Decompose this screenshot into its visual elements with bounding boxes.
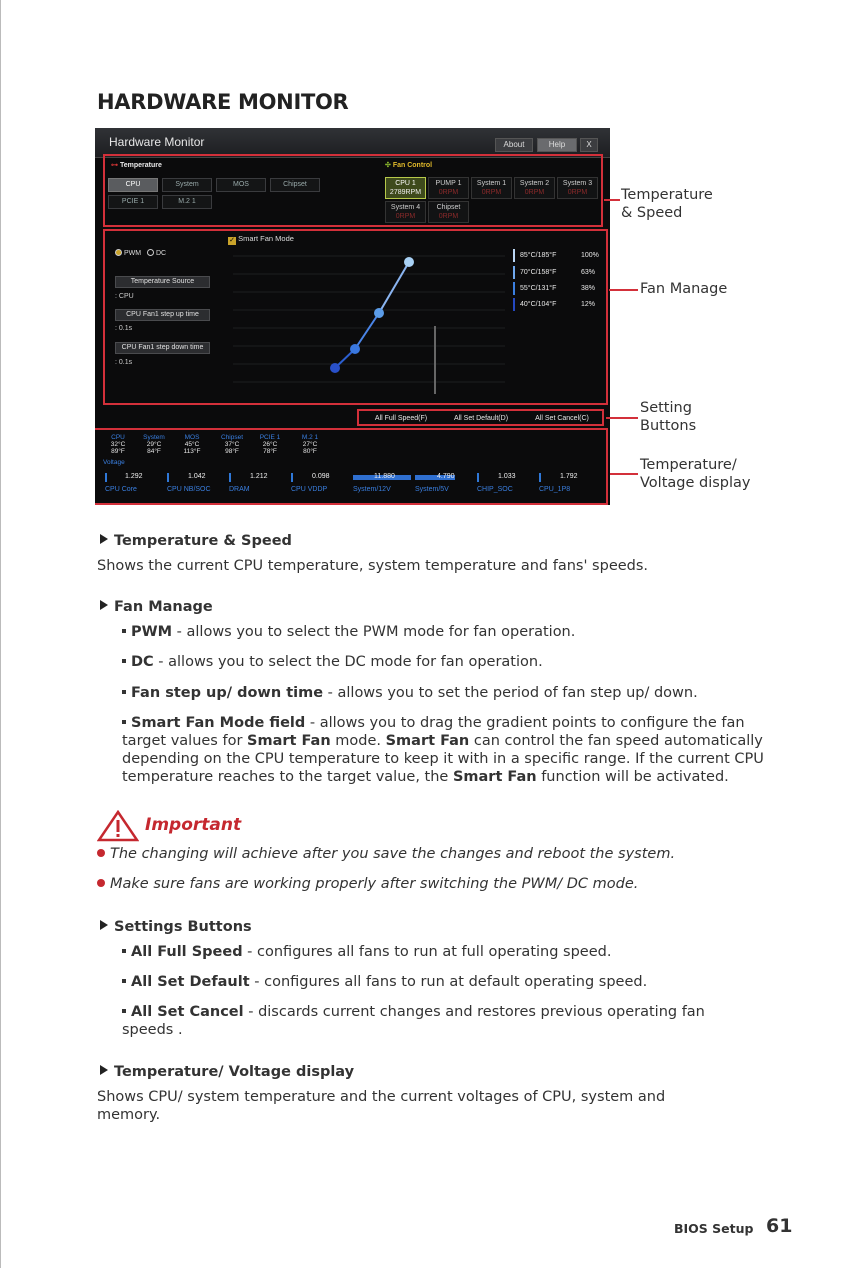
volt-name-system-5v: System/5V [415, 486, 449, 493]
volt-tick-3 [229, 473, 231, 482]
bullet-all-set-cancel: All Set Cancel - discards current changes and restores previous operating fan speeds . [122, 1004, 705, 1038]
volt-tick-2 [167, 473, 169, 482]
threshold-temp-1: 85°C/185°F [520, 252, 557, 259]
volt-tick-4 [291, 473, 293, 482]
threshold-bar-4 [513, 298, 515, 311]
fan-icon: ✣ [385, 162, 391, 169]
heading-temperature-speed: Temperature & Speed [100, 533, 292, 549]
fan-chipset[interactable]: Chipset 0RPM [428, 201, 469, 223]
step-up-button[interactable]: CPU Fan1 step up time [115, 309, 210, 321]
checkbox-checked-icon: ✓ [229, 237, 235, 244]
bullet-dc: DC - allows you to select the DC mode for fan operation. [122, 653, 762, 671]
fan-pump1[interactable]: PUMP 1 0RPM [428, 177, 469, 199]
fan-system3[interactable]: System 3 0RPM [557, 177, 598, 199]
bullet-all-full-speed: All Full Speed - configures all fans to run at full operating speed. [122, 943, 762, 961]
important-note-2: Make sure fans are working properly after switching the PWM/ DC mode. [97, 876, 638, 892]
volt-value-chip-soc: 1.033 [498, 473, 516, 480]
callout-line-temp-voltage [610, 473, 638, 475]
curve-segment-2 [355, 313, 379, 349]
step-up-value: : 0.1s [115, 325, 133, 332]
bios-screenshot [95, 128, 610, 505]
temperature-heading: ⊶ Temperature [111, 162, 162, 169]
footer-page-number: 61 [766, 1215, 793, 1237]
pwm-radio-dot [115, 249, 122, 256]
square-bullet-icon [122, 1009, 126, 1013]
step-down-value: : 0.1s [115, 359, 133, 366]
temp-tab-pcie1[interactable]: PCIE 1 [108, 195, 158, 209]
volt-value-cpu-vddp: 0.098 [312, 473, 330, 480]
square-bullet-icon [122, 979, 126, 983]
about-button[interactable]: About [495, 138, 533, 152]
bullet-all-set-default: All Set Default - configures all fans to run at default operating speed. [122, 973, 762, 991]
fan-system1[interactable]: System 1 0RPM [471, 177, 512, 199]
threshold-bar-3 [513, 282, 515, 295]
bullet-fan-step: Fan step up/ down time - allows you to set the period of fan step up/ down. [122, 684, 762, 702]
square-bullet-icon [122, 720, 126, 724]
fan-system2[interactable]: System 2 0RPM [514, 177, 555, 199]
temp-tab-m2-1[interactable]: M.2 1 [162, 195, 212, 209]
square-bullet-icon [122, 659, 126, 663]
callout-setting-buttons: Setting Buttons [640, 400, 697, 434]
help-button[interactable]: Help [537, 138, 577, 152]
threshold-speed-4: 12% [581, 301, 596, 308]
pwm-radio[interactable]: PWM [115, 249, 141, 257]
temp-tab-system[interactable]: System [162, 178, 212, 192]
threshold-temp-2: 70°C/158°F [520, 269, 557, 276]
triangle-bullet-icon [100, 534, 108, 544]
callout-line-setting [606, 417, 638, 419]
temp-tab-cpu[interactable]: CPU [108, 178, 158, 192]
threshold-temp-3: 55°C/131°F [520, 285, 557, 292]
warning-icon [97, 810, 139, 842]
heading-temperature-voltage: Temperature/ Voltage display [100, 1064, 354, 1080]
fan-cpu1[interactable]: CPU 1 2789RPM [385, 177, 426, 199]
threshold-temp-4: 40°C/104°F [520, 301, 557, 308]
fan-system4[interactable]: System 4 0RPM [385, 201, 426, 223]
heading-settings-buttons: Settings Buttons [100, 919, 252, 935]
threshold-bar-1 [513, 249, 515, 262]
monitor-temp-chipset: Chipset 37°C 98°F [220, 434, 244, 455]
callout-fan-manage: Fan Manage [640, 281, 728, 297]
volt-tick-1 [105, 473, 107, 482]
all-full-speed-button[interactable]: All Full Speed(F) [374, 415, 428, 422]
volt-tick-7 [477, 473, 479, 482]
important-label: Important [145, 815, 242, 835]
page-title: HARDWARE MONITOR [97, 90, 349, 114]
callout-line-temp-speed [604, 199, 620, 201]
important-note-1: The changing will achieve after you save the changes and reboot the system. [97, 846, 675, 862]
curve-segment-3 [379, 262, 409, 313]
footer-section-label: BIOS Setup [674, 1221, 754, 1236]
dc-radio-dot [147, 249, 154, 256]
volt-value-system-12v: 11.880 [374, 473, 395, 480]
curve-point-3[interactable] [374, 308, 384, 318]
bullet-smart-fan: Smart Fan Mode field - allows you to drag the gradient points to configure the fan target values for Smart Fan mode. Smart Fan can control the fan speed automatically depending on the CPU temperature to keep it with in a specific range. If the current CPU temperature reaches to the target value, the Smart Fan function will be activated. [122, 715, 764, 785]
curve-point-1[interactable] [330, 363, 340, 373]
threshold-bar-2 [513, 266, 515, 279]
bios-window-title: Hardware Monitor [109, 135, 205, 149]
fan-control-heading: ✣ Fan Control [385, 162, 433, 169]
monitor-temp-cpu: CPU 32°C 89°F [110, 434, 126, 455]
red-dot-icon [97, 879, 105, 887]
volt-name-system-12v: System/12V [353, 486, 391, 493]
close-button[interactable]: X [580, 138, 598, 152]
thermometer-icon: ⊶ [111, 162, 118, 169]
red-dot-icon [97, 849, 105, 857]
temp-tab-mos[interactable]: MOS [216, 178, 266, 192]
volt-name-cpu-nb-soc: CPU NB/SOC [167, 486, 211, 493]
monitor-temp-m2-1: M.2 1 27°C 80°F [301, 434, 319, 455]
temperature-speed-text: Shows the current CPU temperature, system temperature and fans' speeds. [97, 558, 649, 574]
temp-tab-chipset[interactable]: Chipset [270, 178, 320, 192]
square-bullet-icon [122, 949, 126, 953]
volt-value-cpu-nb-soc: 1.042 [188, 473, 206, 480]
monitor-temp-pcie1: PCIE 1 26°C 78°F [259, 434, 281, 455]
temp-source-button[interactable]: Temperature Source [115, 276, 210, 288]
callout-line-fan-manage [609, 289, 638, 291]
bullet-pwm: PWM - allows you to select the PWM mode for fan operation. [122, 623, 762, 641]
temperature-voltage-region [95, 428, 608, 505]
volt-name-chip-soc: CHIP_SOC [477, 486, 513, 493]
volt-tick-8 [539, 473, 541, 482]
monitor-temp-system: System 29°C 84°F [143, 434, 165, 455]
curve-point-4[interactable] [404, 257, 414, 267]
all-set-cancel-button[interactable]: All Set Cancel(C) [535, 415, 589, 422]
square-bullet-icon [122, 690, 126, 694]
step-down-button[interactable]: CPU Fan1 step down time [115, 342, 210, 354]
triangle-bullet-icon [100, 920, 108, 930]
square-bullet-icon [122, 629, 126, 633]
temp-source-value: : CPU [115, 293, 134, 300]
smart-fan-mode-checkbox[interactable]: ✓ Smart Fan Mode [229, 234, 294, 244]
triangle-bullet-icon [100, 600, 108, 610]
voltage-label: Voltage [103, 459, 125, 466]
temperature-voltage-text: Shows CPU/ system temperature and the current voltages of CPU, system and memory. [97, 1089, 666, 1123]
volt-name-dram: DRAM [229, 486, 250, 493]
callout-temp-voltage: Temperature/ Voltage display [640, 457, 751, 491]
volt-value-dram: 1.212 [250, 473, 268, 480]
volt-value-cpu-core: 1.292 [125, 473, 143, 480]
all-set-default-button[interactable]: All Set Default(D) [453, 415, 509, 422]
threshold-speed-3: 38% [581, 285, 596, 292]
volt-name-cpu-core: CPU Core [105, 486, 137, 493]
volt-value-system-5v: 4.790 [437, 473, 455, 480]
curve-point-2[interactable] [350, 344, 360, 354]
dc-radio[interactable]: DC [147, 249, 166, 257]
threshold-speed-1: 100% [581, 252, 599, 259]
triangle-bullet-icon [100, 1065, 108, 1075]
volt-name-cpu-1p8: CPU_1P8 [539, 486, 571, 493]
monitor-temp-mos: MOS 45°C 113°F [183, 434, 201, 455]
threshold-speed-2: 63% [581, 269, 596, 276]
heading-fan-manage: Fan Manage [100, 599, 213, 615]
callout-temp-speed: Temperature & Speed [621, 187, 713, 221]
volt-value-cpu-1p8: 1.792 [560, 473, 578, 480]
volt-name-cpu-vddp: CPU VDDP [291, 486, 328, 493]
fan-curve-graph[interactable] [225, 246, 515, 398]
